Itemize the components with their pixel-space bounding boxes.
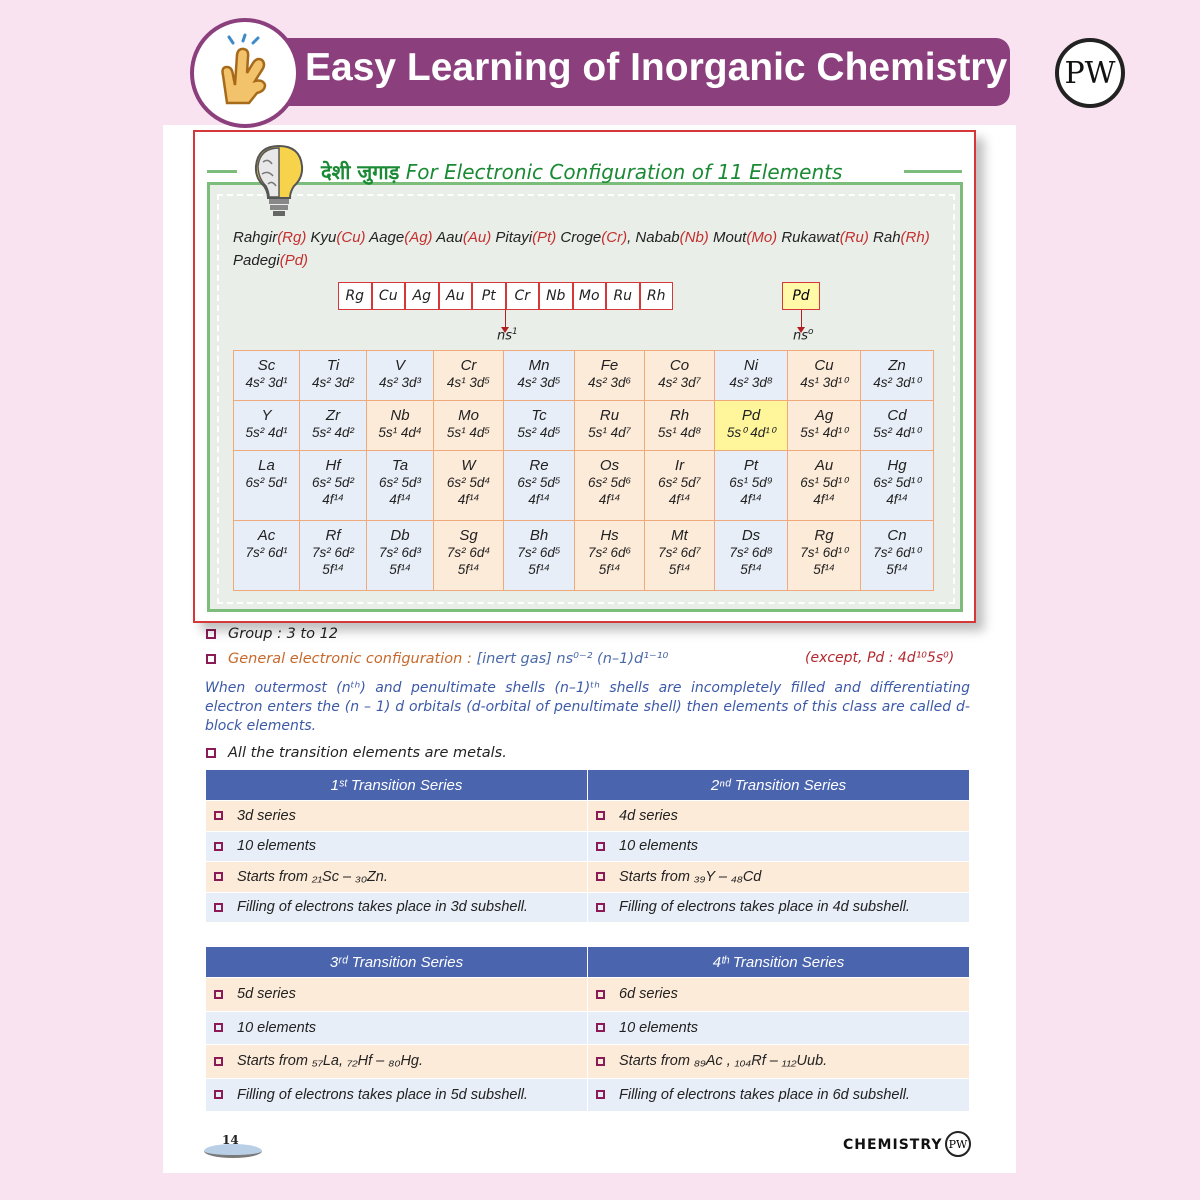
series-cell-text: Starts from ₅₇La, ₇₂Hf – ₈₀Hg. xyxy=(237,1053,424,1070)
element-config: 4s¹ 3d⁵ xyxy=(446,375,491,390)
configuration-grid xyxy=(233,350,934,591)
grid-row xyxy=(234,401,934,451)
series-cell-text: 6d series xyxy=(619,986,678,1003)
element-config-inner: 5f¹⁴ xyxy=(886,562,908,577)
element-cell xyxy=(575,351,645,401)
title-rule-left xyxy=(207,170,237,173)
checkbox-bullet-icon xyxy=(214,811,223,820)
element-config: 7s² 6d¹ xyxy=(245,545,288,560)
element-cell xyxy=(645,401,715,451)
element-symbol: Ru xyxy=(599,407,620,424)
mnemonic-word: Aau xyxy=(432,229,463,246)
series-header-row xyxy=(206,947,970,978)
element-cell xyxy=(504,451,575,521)
element-symbol: Y xyxy=(261,407,272,424)
series-cell xyxy=(588,1011,970,1045)
element-cell xyxy=(575,401,645,451)
grid-row xyxy=(234,451,934,521)
element-config-inner: 4f¹⁴ xyxy=(740,492,762,507)
element-symbol: Zr xyxy=(325,407,341,424)
element-symbol: Co xyxy=(669,357,690,374)
ns0-element-cell: Pd xyxy=(782,282,820,310)
element-cell xyxy=(504,351,575,401)
element-cell xyxy=(645,521,715,591)
element-config: 4s¹ 3d¹⁰ xyxy=(800,375,848,390)
element-symbol: V xyxy=(394,357,405,374)
element-symbol: Cr xyxy=(460,357,477,374)
series-cell xyxy=(588,831,970,862)
element-config-inner: 5f¹⁴ xyxy=(528,562,550,577)
element-config: 7s² 6d⁸ xyxy=(729,545,773,560)
element-config-inner: 5f¹⁴ xyxy=(813,562,835,577)
checkbox-bullet-icon xyxy=(596,842,605,851)
footer-subject: CHEMISTRY xyxy=(843,1137,943,1153)
element-cell xyxy=(715,351,788,401)
element-cell xyxy=(434,401,504,451)
note-metals: All the transition elements are metals. xyxy=(206,745,507,761)
mnemonic-symbol: (Rg) xyxy=(277,229,307,246)
element-config: 4s² 3d³ xyxy=(378,375,422,390)
grid-row xyxy=(234,351,934,401)
element-config: 7s² 6d⁴ xyxy=(446,545,491,560)
note-exception: (except, Pd : 4d¹⁰5s⁰) xyxy=(805,650,955,666)
element-config: 4s² 3d¹ xyxy=(245,375,288,390)
element-cell xyxy=(575,521,645,591)
element-cell xyxy=(367,351,434,401)
ns1-element-cell: Cr xyxy=(506,282,540,310)
checkbox-bullet-icon xyxy=(214,842,223,851)
checkbox-bullet-icon xyxy=(214,1090,223,1099)
mnemonic-symbol: (Pd) xyxy=(279,252,309,269)
element-symbol: Re xyxy=(529,457,549,474)
element-cell xyxy=(861,451,934,521)
element-cell xyxy=(367,451,434,521)
series-cell-text: Filling of electrons takes place in 6d subshell. xyxy=(619,1086,910,1103)
element-symbol: Mt xyxy=(671,527,688,544)
element-config: 6s² 5d² xyxy=(311,475,355,490)
checkbox-bullet-icon xyxy=(214,990,223,999)
element-config: 6s² 5d⁵ xyxy=(517,475,561,490)
checkbox-bullet-icon xyxy=(206,748,216,758)
series-cell xyxy=(206,1045,588,1079)
note-general-config: General electronic configuration : [inert gas] ns⁰⁻² (n–1)d¹⁻¹⁰ xyxy=(206,651,668,667)
element-config: 6s² 5d³ xyxy=(378,475,422,490)
series-cell xyxy=(206,862,588,893)
element-symbol: Db xyxy=(390,527,410,544)
element-symbol: Cu xyxy=(814,357,834,374)
element-config: 7s² 6d⁵ xyxy=(517,545,561,560)
checkbox-bullet-icon xyxy=(596,990,605,999)
element-cell xyxy=(715,521,788,591)
mnemonic-word: , Nabab xyxy=(627,229,680,246)
series-header: 3ʳᵈ Transition Series xyxy=(206,947,588,978)
series-row xyxy=(206,862,970,893)
mnemonic-word: Aage xyxy=(365,229,405,246)
series-cell-text: Starts from ₃₉Y – ₄₈Cd xyxy=(619,868,762,885)
mnemonic-text xyxy=(233,226,933,272)
series-cell-text: 4d series xyxy=(619,807,678,824)
series-cell xyxy=(588,801,970,832)
ns1-element-row xyxy=(338,282,673,310)
mnemonic-symbol: (Cu) xyxy=(336,229,366,246)
checkbox-bullet-icon xyxy=(596,872,605,881)
mnemonic-symbol: (Pt) xyxy=(532,229,557,246)
element-cell xyxy=(234,351,300,401)
element-cell xyxy=(234,401,300,451)
element-cell xyxy=(234,521,300,591)
series-cell-text: 5d series xyxy=(237,986,296,1003)
series-header: 4ᵗʰ Transition Series xyxy=(588,947,970,978)
series-cell-text: 10 elements xyxy=(619,838,698,855)
element-cell xyxy=(645,451,715,521)
element-cell xyxy=(645,351,715,401)
mnemonic-word: Croge xyxy=(556,229,602,246)
hand-icon xyxy=(190,18,300,128)
ns1-element-cell: Au xyxy=(439,282,473,310)
element-symbol: Sc xyxy=(257,357,276,374)
element-config-inner: 5f¹⁴ xyxy=(389,562,411,577)
mnemonic-word: Padegi xyxy=(233,252,280,269)
checkbox-bullet-icon xyxy=(214,1023,223,1032)
element-config: 6s² 5d⁶ xyxy=(587,475,632,490)
element-cell xyxy=(300,351,367,401)
series-cell xyxy=(206,892,588,923)
series-cell-text: 10 elements xyxy=(619,1019,698,1036)
checkbox-bullet-icon xyxy=(206,654,216,664)
series-cell xyxy=(206,831,588,862)
element-config: 7s² 6d⁷ xyxy=(658,545,701,560)
element-symbol: Hg xyxy=(887,457,907,474)
element-symbol: Fe xyxy=(600,357,619,374)
element-cell xyxy=(788,351,861,401)
element-cell xyxy=(434,351,504,401)
element-symbol: Tc xyxy=(531,407,547,424)
element-symbol: Os xyxy=(599,457,620,474)
series-header-row xyxy=(206,770,970,801)
element-config-inner: 5f¹⁴ xyxy=(668,562,691,577)
element-config-inner: 5f¹⁴ xyxy=(457,562,480,577)
series-row xyxy=(206,978,970,1012)
element-config-inner: 5f¹⁴ xyxy=(598,562,621,577)
element-config: 4s² 3d⁷ xyxy=(658,375,701,390)
series-cell xyxy=(588,1045,970,1079)
mnemonic-word: Kyu xyxy=(306,229,337,246)
checkbox-bullet-icon xyxy=(214,1057,223,1066)
series-cell xyxy=(588,892,970,923)
element-symbol: Ta xyxy=(391,457,409,474)
element-cell xyxy=(367,521,434,591)
element-cell xyxy=(504,521,575,591)
box-title-hindi: देशी जुगाड़ xyxy=(321,160,400,184)
box-title-english: For Electronic Configuration of 11 Elements xyxy=(405,160,843,184)
series-table-1-2 xyxy=(205,769,970,923)
element-config-inner: 4f¹⁴ xyxy=(457,492,480,507)
element-config-inner: 4f¹⁴ xyxy=(322,492,344,507)
element-config: 5s¹ 4d⁸ xyxy=(657,425,702,440)
element-config-inner: 5f¹⁴ xyxy=(322,562,344,577)
element-cell xyxy=(234,451,300,521)
element-cell xyxy=(715,451,788,521)
series-cell-text: Starts from ₈₉Ac , ₁₀₄Rf – ₁₁₂Uub. xyxy=(619,1053,828,1070)
series-cell-text: Filling of electrons takes place in 3d subshell. xyxy=(237,899,528,916)
checkbox-bullet-icon xyxy=(206,629,216,639)
element-symbol: Cd xyxy=(887,407,907,424)
element-symbol: W xyxy=(461,457,476,474)
element-symbol: Nb xyxy=(390,407,410,424)
mnemonic-word: Mout xyxy=(708,229,747,246)
mnemonic-word: Rah xyxy=(868,229,901,246)
mnemonic-symbol: (Ag) xyxy=(404,229,433,246)
note-group: Group : 3 to 12 xyxy=(206,626,338,642)
series-cell-text: 10 elements xyxy=(237,1019,316,1036)
element-config: 6s¹ 5d¹⁰ xyxy=(800,475,848,490)
element-cell xyxy=(861,351,934,401)
series-row xyxy=(206,1011,970,1045)
ns1-element-cell: Ru xyxy=(606,282,640,310)
element-config-inner: 4f¹⁴ xyxy=(813,492,835,507)
element-config: 5s¹ 4d⁴ xyxy=(378,425,422,440)
element-symbol: Mo xyxy=(458,407,479,424)
element-cell xyxy=(434,521,504,591)
element-config: 6s¹ 5d⁹ xyxy=(729,475,773,490)
element-cell xyxy=(504,401,575,451)
series-cell-text: 3d series xyxy=(237,807,296,824)
element-symbol: Rh xyxy=(669,407,690,424)
element-config: 6s² 5d¹ xyxy=(245,475,288,490)
element-cell xyxy=(434,451,504,521)
element-config: 4s² 3d⁸ xyxy=(729,375,773,390)
checkbox-bullet-icon xyxy=(596,1023,605,1032)
element-config: 5s¹ 4d⁷ xyxy=(588,425,631,440)
element-config: 5s¹ 4d¹⁰ xyxy=(800,425,848,440)
element-config: 5s⁰ 4d¹⁰ xyxy=(726,425,776,440)
series-cell xyxy=(588,1078,970,1112)
brain-bulb-icon xyxy=(250,142,308,220)
element-config: 4s² 3d⁶ xyxy=(587,375,632,390)
mnemonic-symbol: (Rh) xyxy=(900,229,930,246)
page-title: Easy Learning of Inorganic Chemistry xyxy=(305,46,1008,89)
element-symbol: Ti xyxy=(326,357,340,374)
ns1-element-cell: Pt xyxy=(472,282,506,310)
ns1-element-cell: Ag xyxy=(405,282,439,310)
element-symbol: Rg xyxy=(814,527,834,544)
element-config: 6s² 5d⁴ xyxy=(446,475,491,490)
page-number: 14 xyxy=(222,1133,239,1147)
element-config: 7s² 6d⁶ xyxy=(587,545,632,560)
element-config: 7s² 6d³ xyxy=(378,545,422,560)
element-config: 6s² 5d¹⁰ xyxy=(873,475,921,490)
mnemonic-symbol: (Ru) xyxy=(839,229,869,246)
ns0-label: $ns^o$ xyxy=(793,327,814,344)
element-symbol: Zn xyxy=(888,357,906,374)
element-symbol: Pt xyxy=(743,457,759,474)
element-config: 4s² 3d² xyxy=(311,375,355,390)
element-config: 4s² 3d⁵ xyxy=(517,375,561,390)
element-cell xyxy=(575,451,645,521)
element-cell xyxy=(788,521,861,591)
mnemonic-word: Rukawat xyxy=(777,229,840,246)
series-header: 2ⁿᵈ Transition Series xyxy=(588,770,970,801)
mnemonic-word: Pitayi xyxy=(491,229,533,246)
element-symbol: Sg xyxy=(459,527,478,544)
element-config: 5s¹ 4d⁵ xyxy=(446,425,491,440)
checkbox-bullet-icon xyxy=(596,903,605,912)
element-cell xyxy=(788,401,861,451)
element-symbol: Ds xyxy=(741,527,761,544)
element-config: 5s² 4d¹ xyxy=(245,425,288,440)
series-cell xyxy=(206,1011,588,1045)
element-symbol: Ac xyxy=(257,527,276,544)
checkbox-bullet-icon xyxy=(214,903,223,912)
element-config: 5s² 4d¹⁰ xyxy=(873,425,921,440)
element-cell xyxy=(788,451,861,521)
element-config-inner: 4f¹⁴ xyxy=(528,492,550,507)
ns1-element-cell: Rh xyxy=(640,282,674,310)
series-row xyxy=(206,801,970,832)
element-symbol: Ni xyxy=(743,357,759,374)
series-row xyxy=(206,831,970,862)
series-cell-text: 10 elements xyxy=(237,838,316,855)
element-cell xyxy=(715,401,788,451)
checkbox-bullet-icon xyxy=(596,811,605,820)
element-config-inner: 5f¹⁴ xyxy=(740,562,762,577)
series-cell xyxy=(588,978,970,1012)
element-config: 6s² 5d⁷ xyxy=(658,475,701,490)
dblock-definition: When outermost (nᵗʰ) and penultimate shells (n–1)ᵗʰ shells are incompletely filled and differentiating electron enters the (n – 1) d orbitals (d-orbital of penultimate shell) then elements of this class are called d-block elements. xyxy=(205,680,970,734)
element-cell xyxy=(300,401,367,451)
element-config: 5s² 4d⁵ xyxy=(517,425,561,440)
series-cell-text: Filling of electrons takes place in 5d subshell. xyxy=(237,1086,528,1103)
series-cell-text: Starts from ₂₁Sc – ₃₀Zn. xyxy=(237,868,388,885)
element-symbol: Hs xyxy=(600,527,619,544)
mnemonic-symbol: (Cr) xyxy=(601,229,628,246)
element-symbol: La xyxy=(258,457,275,474)
element-config: 7s² 6d² xyxy=(311,545,355,560)
pw-logo-small: PW xyxy=(945,1131,971,1157)
element-symbol: Hf xyxy=(325,457,341,474)
ns1-label: $ns^1$ xyxy=(497,327,518,344)
mnemonic-word: Rahgir xyxy=(233,229,278,246)
series-table-3-4 xyxy=(205,946,970,1112)
element-config: 7s¹ 6d¹⁰ xyxy=(800,545,848,560)
series-cell xyxy=(206,1078,588,1112)
pw-logo: PW xyxy=(1055,38,1125,108)
ns1-element-cell: Cu xyxy=(372,282,406,310)
element-symbol: Ag xyxy=(814,407,834,424)
element-symbol: Cn xyxy=(887,527,907,544)
title-rule-right xyxy=(904,170,962,173)
series-cell-text: Filling of electrons takes place in 4d subshell. xyxy=(619,899,910,916)
ns1-element-cell: Rg xyxy=(338,282,372,310)
ns1-element-cell: Mo xyxy=(573,282,607,310)
box-title xyxy=(321,158,842,185)
series-cell xyxy=(206,801,588,832)
element-symbol: Rf xyxy=(325,527,341,544)
element-config-inner: 4f¹⁴ xyxy=(886,492,908,507)
mnemonic-symbol: (Au) xyxy=(462,229,492,246)
element-config: 5s² 4d² xyxy=(311,425,355,440)
element-symbol: Ir xyxy=(674,457,685,474)
element-cell xyxy=(367,401,434,451)
element-cell xyxy=(861,521,934,591)
series-cell xyxy=(206,978,588,1012)
checkbox-bullet-icon xyxy=(596,1090,605,1099)
element-symbol: Bh xyxy=(529,527,549,544)
element-cell xyxy=(861,401,934,451)
element-config-inner: 4f¹⁴ xyxy=(389,492,411,507)
element-cell xyxy=(300,451,367,521)
element-config: 4s² 3d¹⁰ xyxy=(873,375,921,390)
series-header: 1ˢᵗ Transition Series xyxy=(206,770,588,801)
series-row xyxy=(206,1045,970,1079)
mnemonic-symbol: (Mo) xyxy=(746,229,778,246)
element-config-inner: 4f¹⁴ xyxy=(668,492,691,507)
element-config-inner: 4f¹⁴ xyxy=(598,492,621,507)
series-row xyxy=(206,1078,970,1112)
element-symbol: Au xyxy=(814,457,834,474)
series-row xyxy=(206,892,970,923)
mnemonic-symbol: (Nb) xyxy=(679,229,709,246)
element-symbol: Mn xyxy=(528,357,550,374)
ns1-element-cell: Nb xyxy=(539,282,573,310)
checkbox-bullet-icon xyxy=(214,872,223,881)
grid-row xyxy=(234,521,934,591)
element-cell xyxy=(300,521,367,591)
checkbox-bullet-icon xyxy=(596,1057,605,1066)
element-symbol: Pd xyxy=(741,407,761,424)
element-config: 7s² 6d¹⁰ xyxy=(873,545,921,560)
mnemonic-box xyxy=(193,130,976,623)
series-cell xyxy=(588,862,970,893)
